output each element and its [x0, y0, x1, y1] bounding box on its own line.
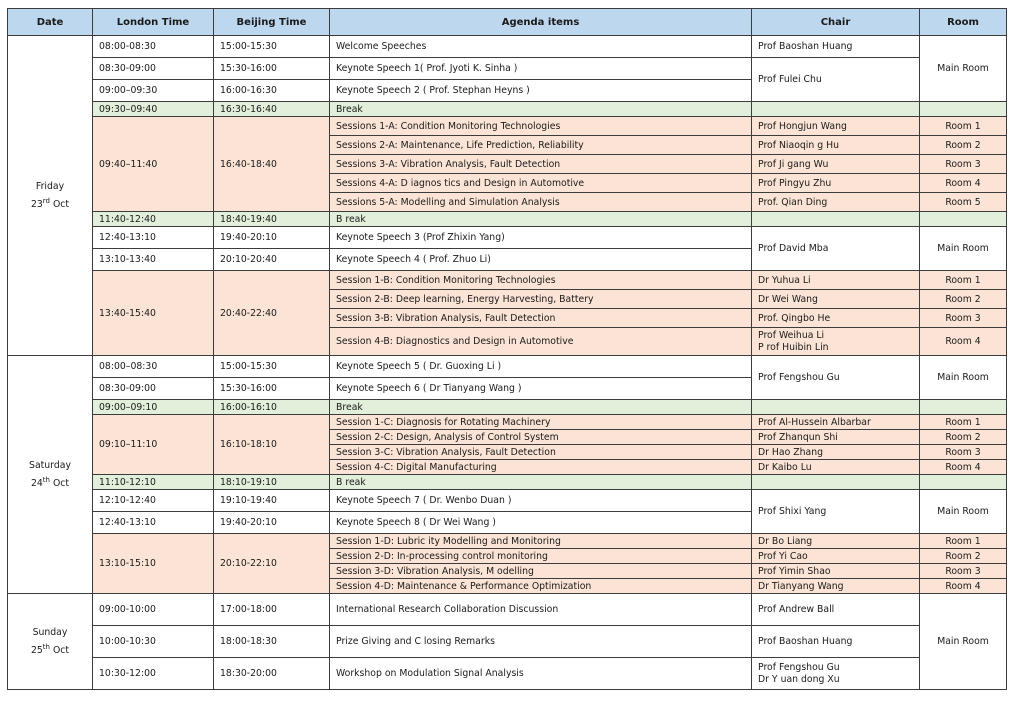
room: Main Room [920, 594, 1007, 690]
agenda-item: Session 3-B: Vibration Analysis, Fault Detection [330, 309, 752, 328]
agenda-item: Keynote Speech 7 ( Dr. Wenbo Duan ) [330, 490, 752, 512]
beijing-time: 20:10-22:10 [214, 534, 330, 594]
room [920, 475, 1007, 490]
chair [752, 475, 920, 490]
beijing-time: 15:30-16:00 [214, 378, 330, 400]
agenda-item: Session 4-D: Maintenance & Performance Optimization [330, 579, 752, 594]
beijing-time: 19:40-20:10 [214, 512, 330, 534]
chair [752, 102, 920, 117]
chair: Prof Hongjun Wang [752, 117, 920, 136]
chair: Prof Ji gang Wu [752, 155, 920, 174]
header-date: Date [8, 9, 93, 36]
room: Room 2 [920, 430, 1007, 445]
agenda-item: Sessions 1-A: Condition Monitoring Technologies [330, 117, 752, 136]
room: Room 3 [920, 564, 1007, 579]
agenda-item: Keynote Speech 2 ( Prof. Stephan Heyns ) [330, 80, 752, 102]
room: Main Room [920, 36, 1007, 102]
chair: Dr Hao Zhang [752, 445, 920, 460]
chair: Prof Fengshou Gu [752, 356, 920, 400]
london-time: 11:10-12:10 [93, 475, 214, 490]
chair: Prof Fulei Chu [752, 58, 920, 102]
header-row [8, 9, 1007, 36]
date-cell-saturday: Saturday 24th Oct [8, 356, 93, 594]
chair: Dr Tianyang Wang [752, 579, 920, 594]
london-time: 08:00-08:30 [93, 36, 214, 58]
room: Room 3 [920, 155, 1007, 174]
agenda-item: B reak [330, 212, 752, 227]
london-time: 09:40–11:40 [93, 117, 214, 212]
agenda-item: Session 1-D: Lubric ity Modelling and Monitoring [330, 534, 752, 549]
agenda-item: Session 1-C: Diagnosis for Rotating Machinery [330, 415, 752, 430]
agenda-item: Keynote Speech 6 ( Dr Tianyang Wang ) [330, 378, 752, 400]
chair: Prof Shixi Yang [752, 490, 920, 534]
chair: Prof David Mba [752, 227, 920, 271]
beijing-time: 18:10-19:10 [214, 475, 330, 490]
beijing-time: 20:40-22:40 [214, 271, 330, 356]
room: Room 2 [920, 549, 1007, 564]
break-row [8, 212, 1007, 227]
room: Main Room [920, 227, 1007, 271]
london-time: 09:00–09:30 [93, 80, 214, 102]
header-london-time: London Time [93, 9, 214, 36]
agenda-item: Keynote Speech 8 ( Dr Wei Wang ) [330, 512, 752, 534]
date-cell-friday: Friday 23rd Oct [8, 36, 93, 356]
agenda-item: Sessions 5-A: Modelling and Simulation Analysis [330, 193, 752, 212]
room: Room 4 [920, 328, 1007, 356]
london-time: 08:30-09:00 [93, 58, 214, 80]
break-row [8, 475, 1007, 490]
room: Main Room [920, 490, 1007, 534]
agenda-item: Sessions 3-A: Vibration Analysis, Fault Detection [330, 155, 752, 174]
chair: Prof. Qian Ding [752, 193, 920, 212]
room [920, 102, 1007, 117]
agenda-item: Session 2-C: Design, Analysis of Control System [330, 430, 752, 445]
london-time: 09:00–09:10 [93, 400, 214, 415]
room: Room 2 [920, 136, 1007, 155]
chair: Prof Weihua Li P rof Huibin Lin [752, 328, 920, 356]
london-time: 09:30–09:40 [93, 102, 214, 117]
beijing-time: 19:40-20:10 [214, 227, 330, 249]
agenda-item: International Research Collaboration Discussion [330, 594, 752, 626]
room: Room 4 [920, 460, 1007, 475]
header-agenda-items: Agenda items [330, 9, 752, 36]
room: Room 5 [920, 193, 1007, 212]
london-time: 12:40-13:10 [93, 512, 214, 534]
agenda-item: Break [330, 102, 752, 117]
beijing-time: 15:00-15:30 [214, 356, 330, 378]
room: Room 2 [920, 290, 1007, 309]
agenda-item: Keynote Speech 1( Prof. Jyoti K. Sinha ) [330, 58, 752, 80]
beijing-time: 16:30-16:40 [214, 102, 330, 117]
session-row [8, 415, 1007, 430]
beijing-time: 16:40-18:40 [214, 117, 330, 212]
header-beijing-time: Beijing Time [214, 9, 330, 36]
beijing-time: 16:00-16:30 [214, 80, 330, 102]
chair: Dr Yuhua Li [752, 271, 920, 290]
agenda-table [7, 8, 1007, 690]
table-row [8, 36, 1007, 58]
agenda-item: Prize Giving and C losing Remarks [330, 626, 752, 658]
agenda-item: Keynote Speech 5 ( Dr. Guoxing Li ) [330, 356, 752, 378]
room: Main Room [920, 356, 1007, 400]
table-row [8, 227, 1007, 249]
chair: Dr Kaibo Lu [752, 460, 920, 475]
chair [752, 400, 920, 415]
room: Room 4 [920, 174, 1007, 193]
chair: Prof Yimin Shao [752, 564, 920, 579]
room [920, 212, 1007, 227]
chair [752, 212, 920, 227]
agenda-item: Session 4-C: Digital Manufacturing [330, 460, 752, 475]
london-time: 12:40-13:10 [93, 227, 214, 249]
london-time: 08:00–08:30 [93, 356, 214, 378]
london-time: 09:10–11:10 [93, 415, 214, 475]
beijing-time: 19:10-19:40 [214, 490, 330, 512]
london-time: 13:10-15:10 [93, 534, 214, 594]
table-row [8, 626, 1007, 658]
beijing-time: 18:40-19:40 [214, 212, 330, 227]
session-row [8, 271, 1007, 290]
agenda-item: Sessions 2-A: Maintenance, Life Prediction, Reliability [330, 136, 752, 155]
london-time: 12:10-12:40 [93, 490, 214, 512]
beijing-time: 15:30-16:00 [214, 58, 330, 80]
chair: Prof Niaoqin g Hu [752, 136, 920, 155]
chair: Prof Al-Hussein Albarbar [752, 415, 920, 430]
beijing-time: 20:10-20:40 [214, 249, 330, 271]
table-row [8, 658, 1007, 690]
room: Room 1 [920, 534, 1007, 549]
london-time: 08:30-09:00 [93, 378, 214, 400]
session-row [8, 117, 1007, 136]
break-row [8, 102, 1007, 117]
table-row [8, 58, 1007, 80]
room: Room 3 [920, 445, 1007, 460]
beijing-time: 15:00-15:30 [214, 36, 330, 58]
room: Room 3 [920, 309, 1007, 328]
beijing-time: 16:00-16:10 [214, 400, 330, 415]
session-row [8, 534, 1007, 549]
header-room: Room [920, 9, 1007, 36]
agenda-item: Session 4-B: Diagnostics and Design in Automotive [330, 328, 752, 356]
break-row [8, 400, 1007, 415]
table-row [8, 356, 1007, 378]
date-cell-sunday: Sunday 25th Oct [8, 594, 93, 690]
london-time: 09:00-10:00 [93, 594, 214, 626]
beijing-time: 18:30-20:00 [214, 658, 330, 690]
agenda-item: Break [330, 400, 752, 415]
agenda-item: Workshop on Modulation Signal Analysis [330, 658, 752, 690]
chair: Dr Wei Wang [752, 290, 920, 309]
agenda-item: Keynote Speech 4 ( Prof. Zhuo Li) [330, 249, 752, 271]
chair: Prof Fengshou Gu Dr Y uan dong Xu [752, 658, 920, 690]
room [920, 400, 1007, 415]
london-time: 10:30-12:00 [93, 658, 214, 690]
chair: Prof Zhanqun Shi [752, 430, 920, 445]
chair: Prof Baoshan Huang [752, 36, 920, 58]
room: Room 1 [920, 271, 1007, 290]
agenda-item: Welcome Speeches [330, 36, 752, 58]
chair: Prof Pingyu Zhu [752, 174, 920, 193]
room: Room 4 [920, 579, 1007, 594]
agenda-item: Session 3-D: Vibration Analysis, M odelling [330, 564, 752, 579]
london-time: 13:10-13:40 [93, 249, 214, 271]
chair: Prof Yi Cao [752, 549, 920, 564]
header-chair: Chair [752, 9, 920, 36]
london-time: 11:40-12:40 [93, 212, 214, 227]
chair: Dr Bo Liang [752, 534, 920, 549]
london-time: 13:40-15:40 [93, 271, 214, 356]
chair: Prof Andrew Ball [752, 594, 920, 626]
beijing-time: 17:00-18:00 [214, 594, 330, 626]
chair: Prof Baoshan Huang [752, 626, 920, 658]
agenda-item: Sessions 4-A: D iagnos tics and Design in Automotive [330, 174, 752, 193]
room: Room 1 [920, 415, 1007, 430]
table-row [8, 594, 1007, 626]
room: Room 1 [920, 117, 1007, 136]
agenda-item: Session 2-D: In-processing control monitoring [330, 549, 752, 564]
agenda-item: Session 2-B: Deep learning, Energy Harvesting, Battery [330, 290, 752, 309]
agenda-item: Session 3-C: Vibration Analysis, Fault Detection [330, 445, 752, 460]
table-row [8, 490, 1007, 512]
beijing-time: 18:00-18:30 [214, 626, 330, 658]
london-time: 10:00-10:30 [93, 626, 214, 658]
chair: Prof. Qingbo He [752, 309, 920, 328]
agenda-item: B reak [330, 475, 752, 490]
beijing-time: 16:10-18:10 [214, 415, 330, 475]
agenda-item: Keynote Speech 3 (Prof Zhixin Yang) [330, 227, 752, 249]
agenda-item: Session 1-B: Condition Monitoring Technologies [330, 271, 752, 290]
